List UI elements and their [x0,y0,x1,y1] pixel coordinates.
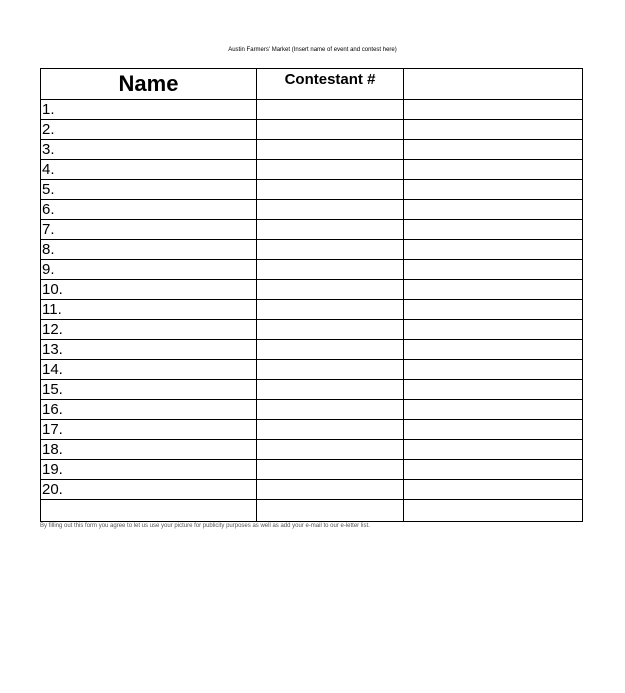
name-cell[interactable]: 3. [41,140,257,160]
contestant-cell[interactable] [257,160,404,180]
extra-cell[interactable] [404,460,583,480]
contestant-cell[interactable] [257,320,404,340]
table-row [41,460,583,480]
contestant-cell[interactable] [257,360,404,380]
name-cell[interactable] [41,500,257,522]
table-row [41,280,583,300]
name-cell[interactable]: 18. [41,440,257,460]
extra-cell[interactable] [404,280,583,300]
contestant-cell[interactable] [257,120,404,140]
table-row [41,180,583,200]
extra-cell[interactable] [404,160,583,180]
extra-cell[interactable] [404,200,583,220]
name-cell[interactable]: 5. [41,180,257,200]
contestant-cell[interactable] [257,260,404,280]
table-row [41,240,583,260]
name-cell[interactable]: 17. [41,420,257,440]
extra-cell[interactable] [404,300,583,320]
table-row [41,320,583,340]
document-title: Austin Farmers' Market (Insert name of event and contest here) [228,47,397,53]
name-cell[interactable]: 13. [41,340,257,360]
table-row [41,140,583,160]
extra-cell[interactable] [404,360,583,380]
name-cell[interactable]: 6. [41,200,257,220]
table-row [41,260,583,280]
table-header-row [41,69,583,100]
extra-cell[interactable] [404,240,583,260]
name-cell[interactable]: 20. [41,480,257,500]
table-row [41,360,583,380]
table-row [41,420,583,440]
contestant-cell[interactable] [257,280,404,300]
extra-cell[interactable] [404,400,583,420]
name-cell[interactable]: 16. [41,400,257,420]
table-row [41,400,583,420]
signup-table [40,68,583,522]
extra-column-header [404,69,583,100]
contestant-cell[interactable] [257,380,404,400]
table-row [41,380,583,400]
table-row [41,480,583,500]
name-cell[interactable]: 2. [41,120,257,140]
contestant-column-header: Contestant # [257,69,404,100]
extra-cell[interactable] [404,140,583,160]
extra-cell[interactable] [404,320,583,340]
name-cell[interactable]: 9. [41,260,257,280]
name-cell[interactable]: 11. [41,300,257,320]
name-cell[interactable]: 12. [41,320,257,340]
contestant-cell[interactable] [257,220,404,240]
table-row [41,300,583,320]
contestant-cell[interactable] [257,140,404,160]
contestant-cell[interactable] [257,180,404,200]
table-row [41,340,583,360]
table-row [41,200,583,220]
extra-cell[interactable] [404,100,583,120]
name-cell[interactable]: 19. [41,460,257,480]
table-row-blank [41,500,583,522]
contestant-cell[interactable] [257,340,404,360]
extra-cell[interactable] [404,420,583,440]
name-cell[interactable]: 4. [41,160,257,180]
name-cell[interactable]: 10. [41,280,257,300]
extra-cell[interactable] [404,500,583,522]
contestant-cell[interactable] [257,240,404,260]
extra-cell[interactable] [404,440,583,460]
extra-cell[interactable] [404,480,583,500]
name-cell[interactable]: 14. [41,360,257,380]
contestant-cell[interactable] [257,460,404,480]
name-cell[interactable]: 7. [41,220,257,240]
contestant-cell[interactable] [257,500,404,522]
contestant-cell[interactable] [257,440,404,460]
extra-cell[interactable] [404,180,583,200]
name-cell[interactable]: 8. [41,240,257,260]
contestant-cell[interactable] [257,100,404,120]
table-row [41,220,583,240]
name-cell[interactable]: 15. [41,380,257,400]
table-row [41,100,583,120]
table-row [41,160,583,180]
extra-cell[interactable] [404,220,583,240]
name-column-header: Name [41,69,257,100]
extra-cell[interactable] [404,120,583,140]
table-row [41,440,583,460]
consent-footnote: By filling out this form you agree to let us use your picture for publicity purposes as well as add your e-mail to our e-letter list. [40,523,370,529]
extra-cell[interactable] [404,340,583,360]
name-cell[interactable]: 1. [41,100,257,120]
contestant-cell[interactable] [257,200,404,220]
extra-cell[interactable] [404,260,583,280]
contestant-cell[interactable] [257,300,404,320]
contestant-cell[interactable] [257,480,404,500]
contestant-cell[interactable] [257,400,404,420]
contestant-cell[interactable] [257,420,404,440]
extra-cell[interactable] [404,380,583,400]
table-row [41,120,583,140]
